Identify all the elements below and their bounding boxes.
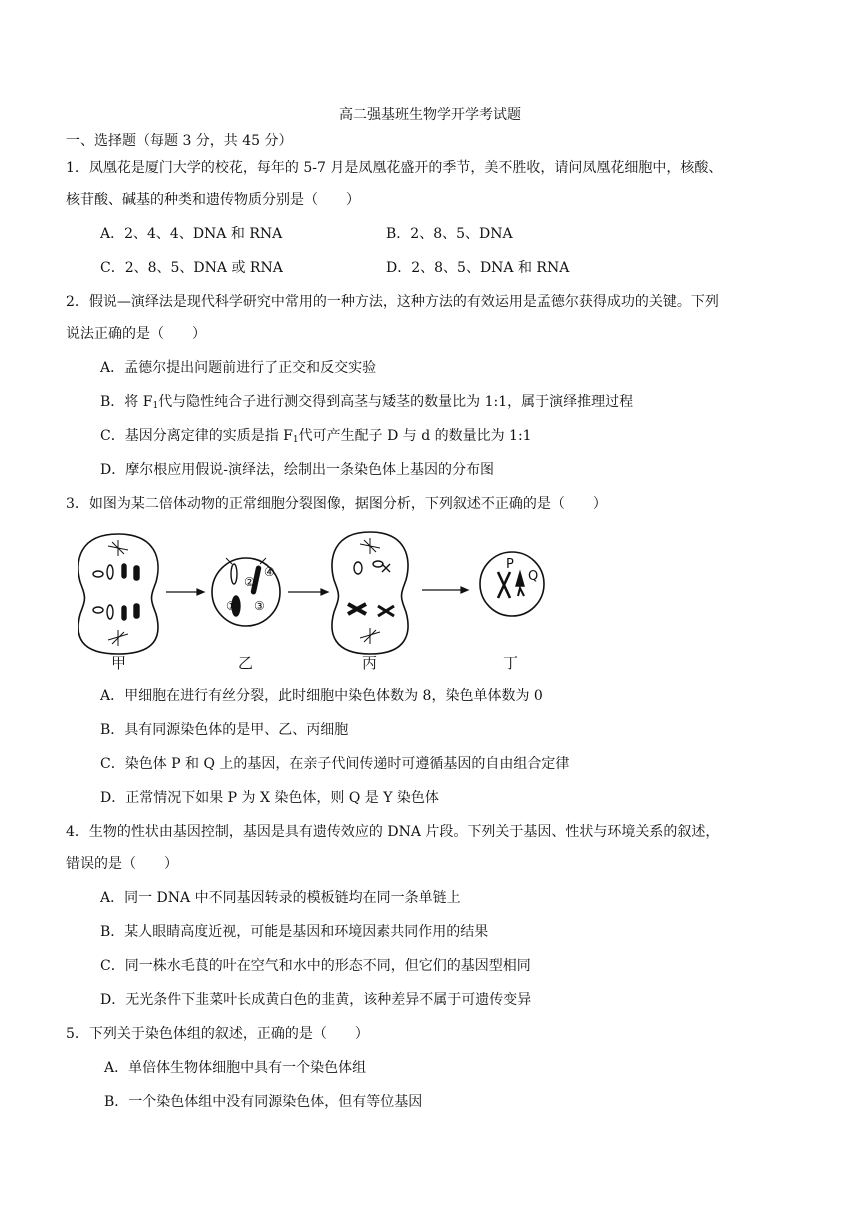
figure-label-bing: 丙 [362,654,378,672]
q2-option-c [100,426,532,446]
q2-option-b-pre: B．将 F [100,394,153,410]
q4-option-b: B．某人眼睛高度近视，可能是基因和环境因素共同作用的结果 [100,924,489,940]
q2-option-b [100,392,633,412]
q4-option-d: D．无光条件下韭菜叶长成黄白色的韭黄，该种差异不属于可遗传变异 [100,992,532,1008]
page-title: 高二强基班生物学开学考试题 [339,107,521,123]
chrom-label-q: Q [528,569,539,584]
q2-option-c-post: 代可产生配子 D 与 d 的数量比为 1:1 [298,428,532,444]
chrom-label-4: ④ [264,565,275,579]
q2-option-b-post: 代与隐性纯合子进行测交得到高茎与矮茎的数量比为 1:1，属于演绎推理过程 [158,394,634,410]
q2-stem-line1: 2．假说—演绎法是现代科学研究中常用的一种方法，这种方法的有效运用是孟德尔获得成功的关键。下列 [66,294,719,310]
cell-division-svg [78,528,558,676]
figure-label-yi: 乙 [238,654,254,672]
q4-option-c: C．同一株水毛茛的叶在空气和水中的形态不同，但它们的基因型相同 [100,958,531,974]
q3-option-d: D．正常情况下如果 P 为 X 染色体，则 Q 是 Y 染色体 [100,790,439,806]
q1-stem-line2: 核苷酸、碱基的种类和遗传物质分别是（ ） [66,192,360,208]
q1-stem-line1: 1．凤凰花是厦门大学的校花，每年的 5-7 月是凤凰花盛开的季节，美不胜收，请问凤凰花细胞中，核酸、 [66,160,723,176]
chrom-label-1: ① [226,599,237,613]
q5-option-b: B．一个染色体组中没有同源染色体，但有等位基因 [104,1094,423,1110]
section-heading: 一、选择题（每题 3 分，共 45 分） [66,133,293,149]
chrom-label-3: ③ [254,599,265,613]
q4-option-a: A．同一 DNA 中不同基因转录的模板链均在同一条单链上 [100,890,461,906]
chrom-label-p: P [506,557,514,572]
q2-stem-line2: 说法正确的是（ ） [66,326,206,342]
q5-option-a: A．单倍体生物体细胞中具有一个染色体组 [104,1060,367,1076]
q3-stem-line1: 3．如图为某二倍体动物的正常细胞分裂图像，据图分析，下列叙述不正确的是（ ） [66,496,607,512]
figure-label-ding: 丁 [503,654,519,672]
cell-division-figure [78,528,558,676]
q3-option-a: A．甲细胞在进行有丝分裂，此时细胞中染色体数为 8，染色单体数为 0 [100,688,543,704]
q1-option-b: B．2、8、5、DNA [386,226,513,242]
chrom-label-2: ② [244,575,255,589]
q2-option-b-sub: 1 [152,401,159,411]
q1-option-a: A．2、4、4、DNA 和 RNA [100,226,283,242]
q2-option-c-pre: C．基因分离定律的实质是指 F [100,428,293,444]
q5-stem-line1: 5．下列关于染色体组的叙述，正确的是（ ） [66,1026,369,1042]
q3-option-c: C．染色体 P 和 Q 上的基因，在亲子代间传递时可遵循基因的自由组合定律 [100,756,570,772]
q1-option-c: C．2、8、5、DNA 或 RNA [100,260,283,276]
q1-option-d: D．2、8、5、DNA 和 RNA [386,260,570,276]
q2-option-c-sub: 1 [292,435,299,445]
figure-label-jia: 甲 [111,654,127,672]
q4-stem-line1: 4．生物的性状由基因控制，基因是具有遗传效应的 DNA 片段。下列关于基因、性状与环境关系的叙述， [66,824,720,840]
q3-option-b: B．具有同源染色体的是甲、乙、丙细胞 [100,722,349,738]
q4-stem-line2: 错误的是（ ） [66,856,178,872]
q2-option-a: A．孟德尔提出问题前进行了正交和反交实验 [100,360,377,376]
q2-option-d: D．摩尔根应用假说-演绎法，绘制出一条染色体上基因的分布图 [100,462,494,478]
